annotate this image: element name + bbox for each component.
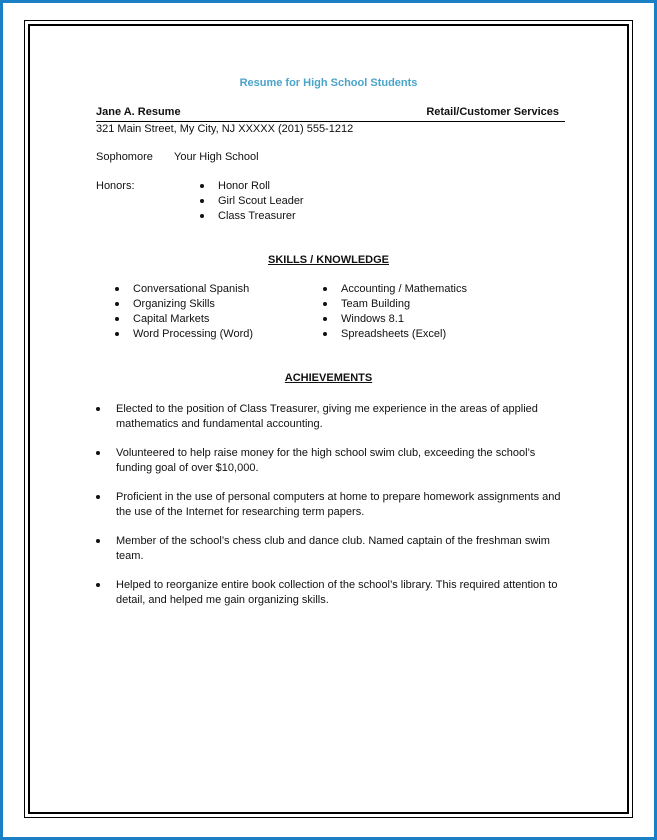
achievement-item: Proficient in the use of personal computers at home to prepare homework assignments and the use of the Internet for researching term papers. (96, 490, 566, 520)
bullet-icon (200, 199, 204, 203)
bullet-icon (115, 332, 119, 336)
skills-heading: SKILLS / KNOWLEDGE (268, 254, 389, 266)
bullet-icon (96, 539, 100, 543)
name-header-line (96, 106, 565, 122)
bullet-icon (96, 407, 100, 411)
honors-item: Honor Roll (200, 179, 304, 194)
skill-item: Capital Markets (115, 312, 253, 327)
bullet-icon (323, 287, 327, 291)
honors-label: Honors: (96, 180, 135, 192)
bullet-icon (323, 332, 327, 336)
applicant-name: Jane A. Resume (96, 106, 181, 118)
achievements-heading: ACHIEVEMENTS (284, 372, 373, 384)
skill-item: Organizing Skills (115, 297, 253, 312)
skill-item: Spreadsheets (Excel) (323, 327, 467, 342)
school-name: Your High School (174, 151, 259, 163)
bullet-icon (96, 583, 100, 587)
bullet-icon (96, 451, 100, 455)
skill-item: Accounting / Mathematics (323, 282, 467, 297)
bullet-icon (200, 184, 204, 188)
skill-item: Conversational Spanish (115, 282, 253, 297)
career-field: Retail/Customer Services (426, 106, 559, 118)
contact-address: 321 Main Street, My City, NJ XXXXX (201) 555-1212 (96, 123, 354, 135)
skills-list-left (115, 282, 253, 342)
bullet-icon (96, 495, 100, 499)
skill-item: Word Processing (Word) (115, 327, 253, 342)
skill-item: Windows 8.1 (323, 312, 467, 327)
bullet-icon (323, 317, 327, 321)
skills-list-right (323, 282, 467, 342)
bullet-icon (323, 302, 327, 306)
achievement-item: Elected to the position of Class Treasurer, giving me experience in the areas of applied mathematics and fundamental accounting. (96, 402, 566, 432)
honors-item: Class Treasurer (200, 209, 304, 224)
achievement-item: Volunteered to help raise money for the high school swim club, exceeding the school’s funding goal of over $10,000. (96, 446, 566, 476)
school-grade: Sophomore (96, 151, 153, 163)
bullet-icon (115, 287, 119, 291)
bullet-icon (115, 317, 119, 321)
honors-list (200, 179, 304, 224)
bullet-icon (115, 302, 119, 306)
achievement-item: Member of the school’s chess club and dance club. Named captain of the freshman swim team. (96, 534, 566, 564)
bullet-icon (200, 214, 204, 218)
document-title: Resume for High School Students (239, 77, 418, 89)
skill-item: Team Building (323, 297, 467, 312)
achievements-list (96, 402, 566, 622)
achievement-item: Helped to reorganize entire book collection of the school’s library. This required attention to detail, and helped me gain organizing skills. (96, 578, 566, 608)
honors-item: Girl Scout Leader (200, 194, 304, 209)
